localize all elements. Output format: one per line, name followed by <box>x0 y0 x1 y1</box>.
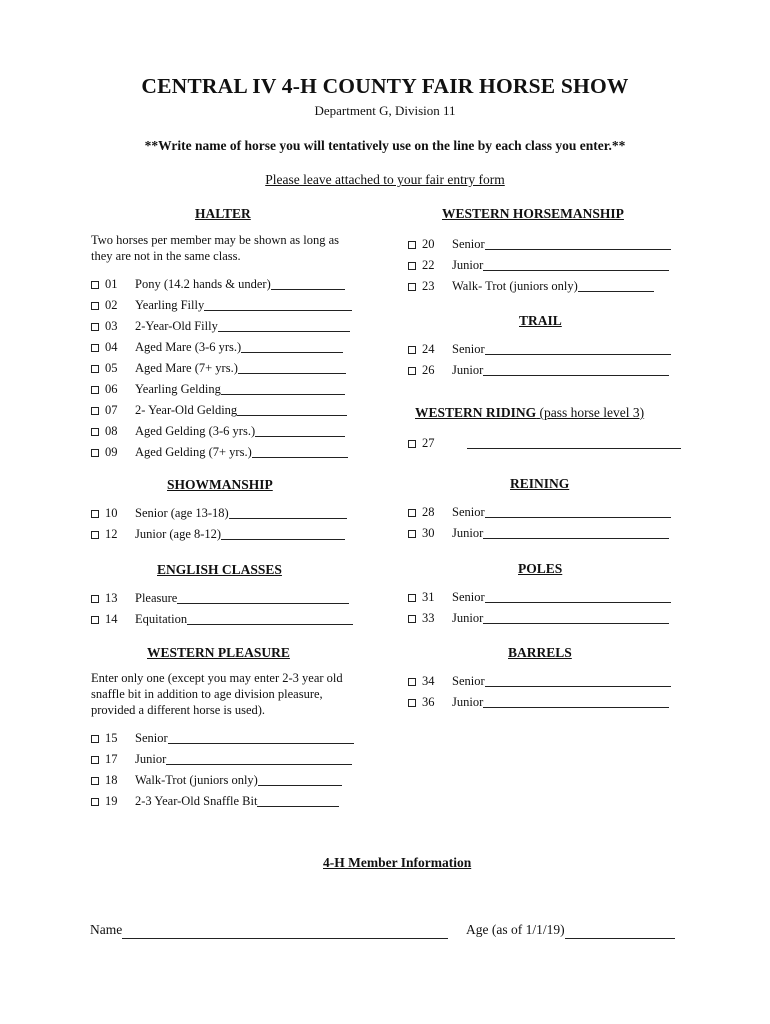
trail-heading: TRAIL <box>519 313 562 328</box>
poles-class-33: 33 Junior <box>408 608 671 629</box>
horse-name-line-06[interactable] <box>221 379 345 395</box>
checkbox-24[interactable] <box>408 346 416 354</box>
halter-class-05: 05 Aged Mare (7+ yrs.) <box>91 358 352 379</box>
horse-name-line-28[interactable] <box>485 502 671 518</box>
western-riding-level-note: (pass horse level 3) <box>539 405 645 420</box>
name-label: Name <box>90 922 123 937</box>
horse-name-line-10[interactable] <box>229 503 347 519</box>
western-riding-heading: WESTERN RIDING (pass horse level 3) <box>415 405 645 420</box>
halter-class-03: 03 2-Year-Old Filly <box>91 316 352 337</box>
horse-name-line-19[interactable] <box>257 791 339 807</box>
checkbox-28[interactable] <box>408 509 416 517</box>
horse-name-line-15[interactable] <box>168 728 354 744</box>
western-pleasure-class-18: 18 Walk-Trot (juniors only) <box>91 770 354 791</box>
english-class-13: 13 Pleasure <box>91 588 353 609</box>
horse-name-line-20[interactable] <box>485 234 671 250</box>
halter-class-02: 02 Yearling Filly <box>91 295 352 316</box>
name-row <box>90 922 448 939</box>
halter-list <box>91 274 352 463</box>
checkbox-08[interactable] <box>91 428 99 436</box>
english-classes-heading: ENGLISH CLASSES <box>157 562 282 577</box>
horse-name-line-31[interactable] <box>485 587 671 603</box>
checkbox-18[interactable] <box>91 777 99 785</box>
form-title: CENTRAL IV 4-H COUNTY FAIR HORSE SHOW <box>141 74 629 98</box>
checkbox-22[interactable] <box>408 262 416 270</box>
horse-name-line-24[interactable] <box>485 339 671 355</box>
horse-name-line-04[interactable] <box>241 337 343 353</box>
name-field[interactable] <box>122 922 448 939</box>
horsemanship-class-23: 23 Walk- Trot (juniors only) <box>408 276 671 297</box>
checkbox-06[interactable] <box>91 386 99 394</box>
reining-class-28: 28 Senior <box>408 502 671 523</box>
showmanship-class-12: 12 Junior (age 8-12) <box>91 524 347 545</box>
checkbox-07[interactable] <box>91 407 99 415</box>
western-horsemanship-heading: WESTERN HORSEMANSHIP <box>442 206 624 221</box>
age-label: Age (as of 1/1/19) <box>466 922 565 937</box>
horse-name-line-09[interactable] <box>252 442 348 458</box>
horse-name-line-18[interactable] <box>258 770 342 786</box>
barrels-heading: BARRELS <box>508 645 572 660</box>
poles-list <box>408 587 671 629</box>
checkbox-05[interactable] <box>91 365 99 373</box>
english-class-14: 14 Equitation <box>91 609 353 630</box>
western-pleasure-list <box>91 728 354 812</box>
age-row <box>466 922 675 939</box>
western-riding-list <box>408 433 681 454</box>
western-pleasure-heading: WESTERN PLEASURE <box>147 645 290 660</box>
horse-name-line-14[interactable] <box>187 609 353 625</box>
halter-heading: HALTER <box>195 206 251 221</box>
horse-name-line-08[interactable] <box>255 421 345 437</box>
trail-class-24: 24 Senior <box>408 339 671 360</box>
checkbox-09[interactable] <box>91 449 99 457</box>
horse-name-line-02[interactable] <box>204 295 352 311</box>
department-subtitle: Department G, Division 11 <box>314 103 456 118</box>
horse-name-line-27[interactable] <box>467 433 681 449</box>
leave-attached-note: Please leave attached to your fair entry form <box>265 172 505 187</box>
horse-name-line-03[interactable] <box>218 316 350 332</box>
reining-class-30: 30 Junior <box>408 523 671 544</box>
checkbox-20[interactable] <box>408 241 416 249</box>
halter-class-04: 04 Aged Mare (3-6 yrs.) <box>91 337 352 358</box>
barrels-list <box>408 671 671 713</box>
checkbox-19[interactable] <box>91 798 99 806</box>
halter-class-09: 09 Aged Gelding (7+ yrs.) <box>91 442 352 463</box>
showmanship-list <box>91 503 347 545</box>
showmanship-heading: SHOWMANSHIP <box>167 477 273 492</box>
checkbox-02[interactable] <box>91 302 99 310</box>
horse-name-line-12[interactable] <box>221 524 345 540</box>
checkbox-34[interactable] <box>408 678 416 686</box>
horse-name-line-33[interactable] <box>483 608 669 624</box>
checkbox-33[interactable] <box>408 615 416 623</box>
checkbox-31[interactable] <box>408 594 416 602</box>
halter-class-08: 08 Aged Gelding (3-6 yrs.) <box>91 421 352 442</box>
horse-name-line-23[interactable] <box>578 276 654 292</box>
halter-class-01: 01 Pony (14.2 hands & under) <box>91 274 352 295</box>
halter-class-06: 06 Yearling Gelding <box>91 379 352 400</box>
member-info-heading: 4-H Member Information <box>323 855 472 870</box>
checkbox-12[interactable] <box>91 531 99 539</box>
western-pleasure-class-17: 17 Junior <box>91 749 354 770</box>
western-pleasure-class-15: 15 Senior <box>91 728 354 749</box>
horsemanship-class-20: 20 Senior <box>408 234 671 255</box>
showmanship-class-10: 10 Senior (age 13-18) <box>91 503 347 524</box>
checkbox-26[interactable] <box>408 367 416 375</box>
western-riding-class-27: 27 <box>408 433 681 454</box>
western-horsemanship-list <box>408 234 671 297</box>
western-pleasure-note: Enter only one (except you may enter 2-3 year old snaffle bit in addition to age division pleasure, provided a different horse is used). <box>91 671 343 717</box>
horse-name-line-13[interactable] <box>177 588 349 604</box>
horse-name-line-05[interactable] <box>238 358 346 374</box>
checkbox-17[interactable] <box>91 756 99 764</box>
checkbox-14[interactable] <box>91 616 99 624</box>
checkbox-01[interactable] <box>91 281 99 289</box>
horsemanship-class-22: 22 Junior <box>408 255 671 276</box>
horse-name-line-34[interactable] <box>485 671 671 687</box>
poles-heading: POLES <box>518 561 563 576</box>
checkbox-03[interactable] <box>91 323 99 331</box>
checkbox-13[interactable] <box>91 595 99 603</box>
halter-class-07: 07 2- Year-Old Gelding <box>91 400 352 421</box>
halter-note: Two horses per member may be shown as long as they are not in the same class. <box>91 233 340 263</box>
horse-name-line-07[interactable] <box>237 400 347 416</box>
reining-list <box>408 502 671 544</box>
reining-heading: REINING <box>510 476 570 491</box>
barrels-class-36: 36 Junior <box>408 692 671 713</box>
horse-name-line-26[interactable] <box>483 360 669 376</box>
western-pleasure-class-19: 19 2-3 Year-Old Snaffle Bit <box>91 791 354 812</box>
checkbox-10[interactable] <box>91 510 99 518</box>
horse-name-line-17[interactable] <box>166 749 352 765</box>
checkbox-27[interactable] <box>408 440 416 448</box>
horse-name-line-30[interactable] <box>483 523 669 539</box>
poles-class-31: 31 Senior <box>408 587 671 608</box>
checkbox-30[interactable] <box>408 530 416 538</box>
horse-name-line-01[interactable] <box>271 274 345 290</box>
age-field[interactable] <box>565 922 675 939</box>
english-list <box>91 588 353 630</box>
checkbox-04[interactable] <box>91 344 99 352</box>
checkbox-36[interactable] <box>408 699 416 707</box>
instruction-text: **Write name of horse you will tentatively use on the line by each class you enter.** <box>144 138 626 153</box>
trail-list <box>408 339 671 381</box>
trail-class-26: 26 Junior <box>408 360 671 381</box>
horse-name-line-36[interactable] <box>483 692 669 708</box>
horse-name-line-22[interactable] <box>483 255 669 271</box>
checkbox-15[interactable] <box>91 735 99 743</box>
checkbox-23[interactable] <box>408 283 416 291</box>
barrels-class-34: 34 Senior <box>408 671 671 692</box>
